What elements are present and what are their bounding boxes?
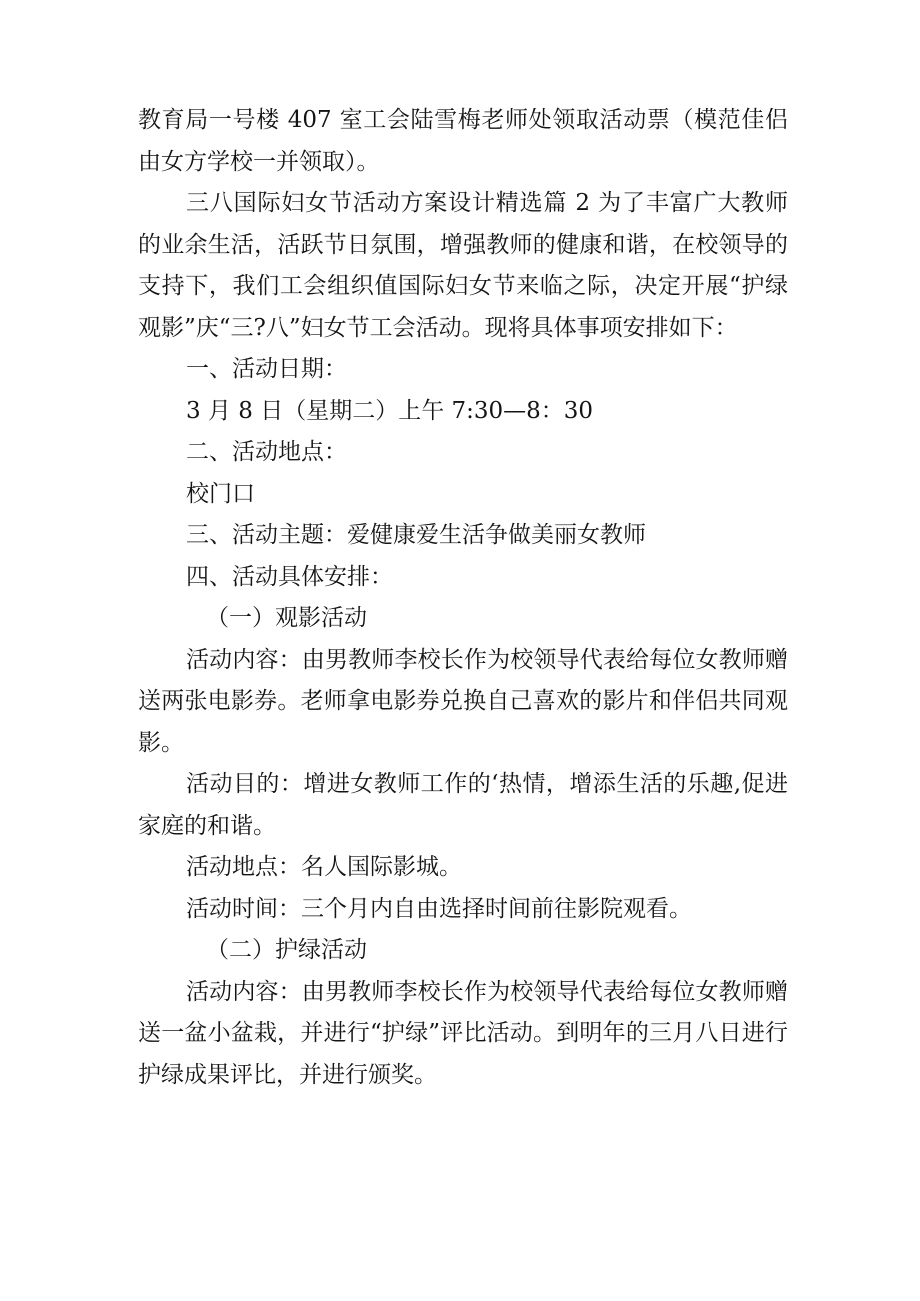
activity-location-value: 校门口 [186,480,255,507]
subheading-green-activity: （二）护绿活动 [206,937,367,963]
activity-date-value: 3 月 8 日（星期二）上午 7:30—8：30 [186,397,594,424]
paragraph-ticket-pickup: 教育局一号楼 407 室工会陆雪梅老师处领取活动票（模范佳侣由女方学校一并领取）。 [138,107,788,175]
paragraph-green-content: 活动内容：由男教师李校长作为校领导代表给每位女教师赠送一盆小盆栽，并进行“护绿”评比活动。到明年的三月八日进行护绿成果评比，并进行颁奖。 [138,978,788,1088]
subheading-movie-activity: （一）观影活动 [206,605,367,631]
heading-activity-location: 二、活动地点： [186,439,347,465]
document-body [138,100,788,1096]
paragraph-movie-purpose: 活动目的：增进女教师工作的‘热情，增添生活的乐趣,促进家庭的和谐。 [138,771,788,839]
paragraph-movie-content: 活动内容：由男教师李校长作为校领导代表给每位女教师赠送两张电影券。老师拿电影券兑换自己喜欢的影片和伴侣共同观影。 [138,646,788,756]
heading-activity-date: 一、活动日期： [186,356,347,382]
paragraph-intro: 三八国际妇女节活动方案设计精选篇 2 为了丰富广大教师的业余生活，活跃节日氛围，增强教师的健康和谐，在校领导的支持下，我们工会组织值国际妇女节来临之际，决定开展“护绿观影”庆“三?八”妇女节工会活动。现将具体事项安排如下： [138,190,788,341]
heading-activity-arrangement: 四、活动具体安排： [186,563,393,590]
paragraph-movie-time: 活动时间：三个月内自由选择时间前往影院观看。 [186,895,692,922]
paragraph-movie-location: 活动地点：名人国际影城。 [186,854,462,880]
heading-activity-theme: 三、活动主题：爱健康爱生活争做美丽女教师 [186,522,646,548]
